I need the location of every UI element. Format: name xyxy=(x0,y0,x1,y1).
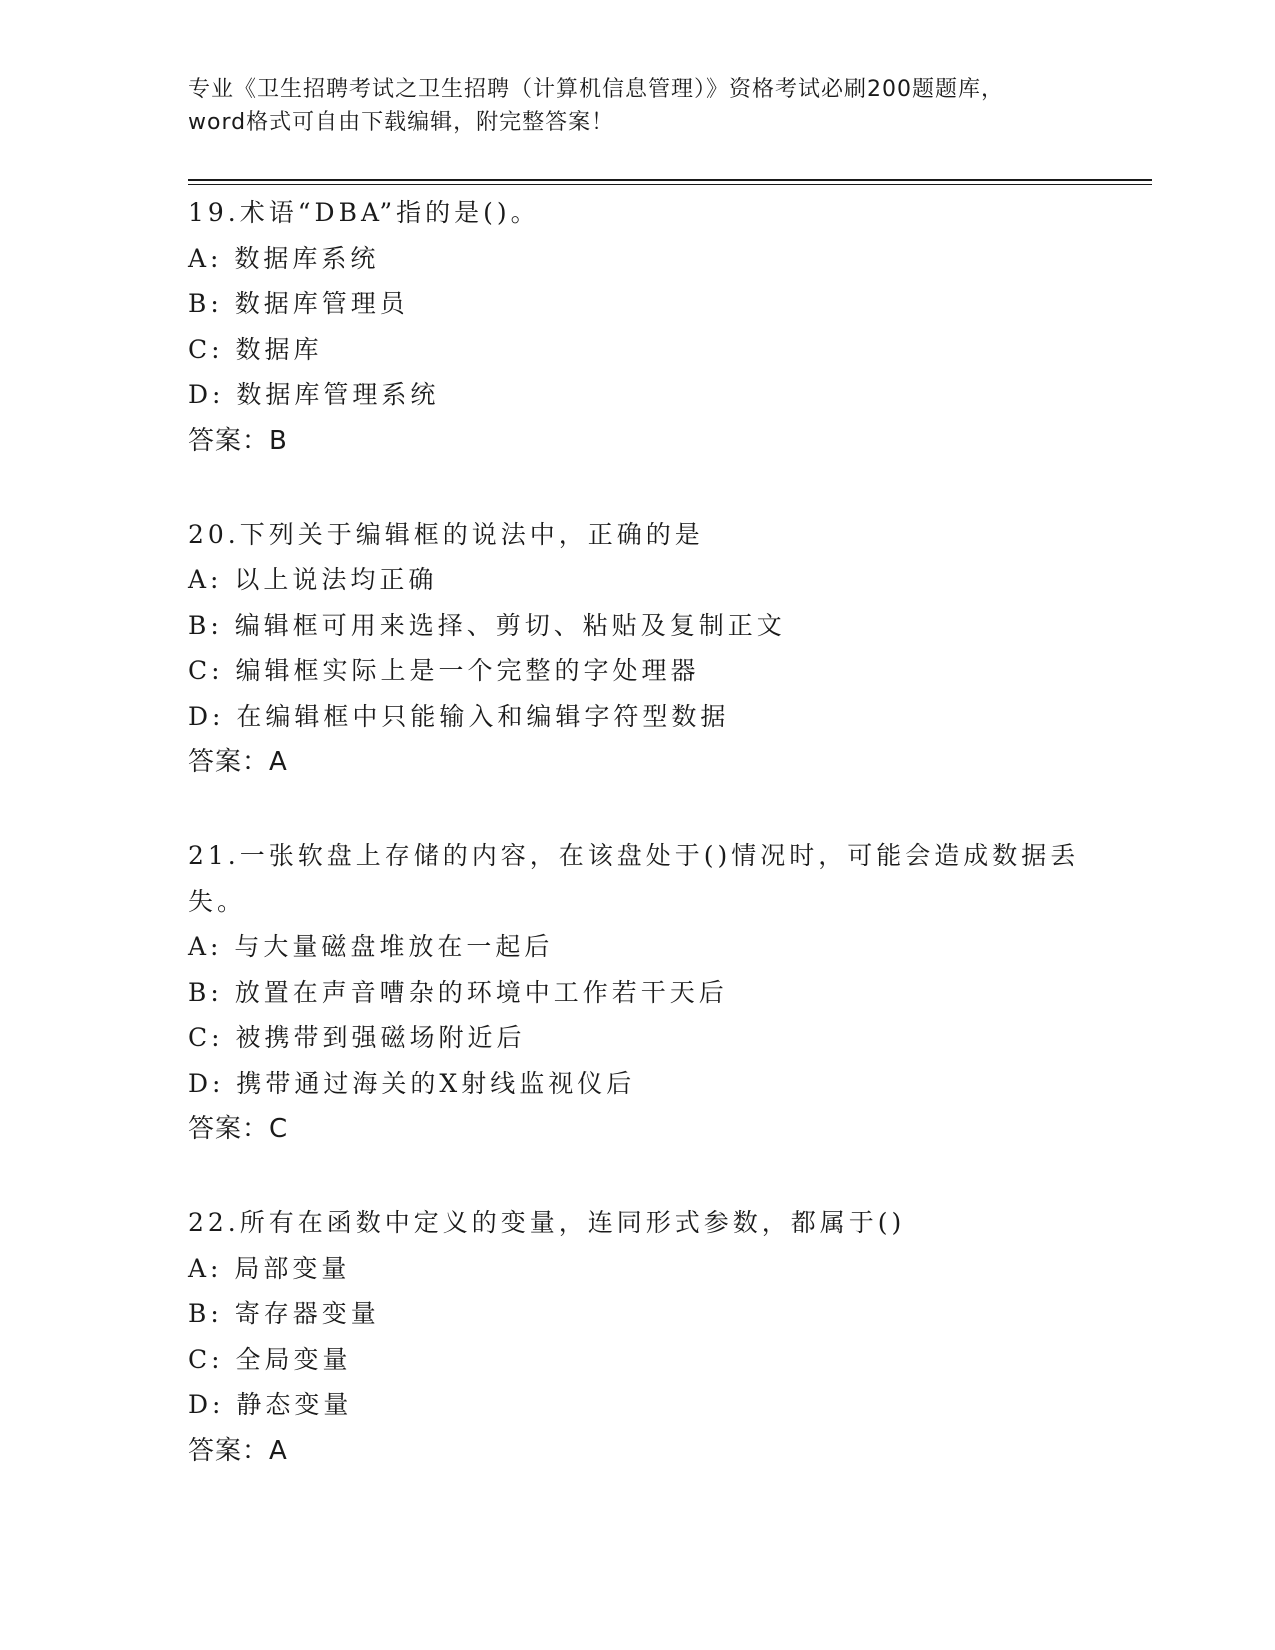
option-a: A: 与大量磁盘堆放在一起后 xyxy=(188,932,554,961)
option-c: C: 编辑框实际上是一个完整的字处理器 xyxy=(188,656,700,685)
option-b: B: 放置在声音嘈杂的环境中工作若干天后 xyxy=(188,977,728,1007)
answer-label: 答案：A xyxy=(188,1435,288,1466)
header-divider xyxy=(188,179,1152,181)
question-stem: 20.下列关于编辑框的说法中，正确的是 xyxy=(188,519,704,549)
option-d: D: 携带通过海关的X射线监视仪后 xyxy=(188,1068,636,1098)
option-b: B: 寄存器变量 xyxy=(188,1299,380,1328)
question-22 xyxy=(188,1200,1088,1474)
answer-label: 答案：C xyxy=(188,1114,289,1144)
option-d: D: 在编辑框中只能输入和编辑字符型数据 xyxy=(188,701,730,731)
option-c: C: 数据库 xyxy=(188,334,323,364)
option-a: A: 数据库系统 xyxy=(188,243,380,273)
question-list xyxy=(188,190,1088,1522)
question-stem: 21.一张软盘上存储的内容，在该盘处于()情况时，可能会造成数据丢失。 xyxy=(188,841,1080,916)
option-a: A: 以上说法均正确 xyxy=(188,565,438,594)
option-b: B: 数据库管理员 xyxy=(188,289,409,318)
option-a: A: 局部变量 xyxy=(188,1253,351,1283)
header-line-2: word格式可自由下载编辑，附完整答案！ xyxy=(188,110,615,135)
question-19 xyxy=(188,190,1088,464)
question-stem: 22.所有在函数中定义的变量，连同形式参数，都属于() xyxy=(188,1208,906,1237)
option-c: C: 被携带到强磁场附近后 xyxy=(188,1023,526,1052)
header-divider-thin xyxy=(188,184,1152,185)
option-d: D: 数据库管理系统 xyxy=(188,380,440,409)
option-b: B: 编辑框可用来选择、剪切、粘贴及复制正文 xyxy=(188,610,786,640)
question-21 xyxy=(188,833,1088,1152)
answer-label: 答案：A xyxy=(188,747,288,777)
option-d: D: 静态变量 xyxy=(188,1390,353,1419)
header-line-1: 专业《卫生招聘考试之卫生招聘（计算机信息管理）》资格考试必刷200题题库， xyxy=(188,77,1004,102)
answer-label: 答案：B xyxy=(188,425,288,456)
option-c: C: 全局变量 xyxy=(188,1344,352,1374)
document-header xyxy=(188,73,1088,139)
question-stem: 19.术语“DBA”指的是()。 xyxy=(188,198,540,227)
question-20 xyxy=(188,512,1088,786)
